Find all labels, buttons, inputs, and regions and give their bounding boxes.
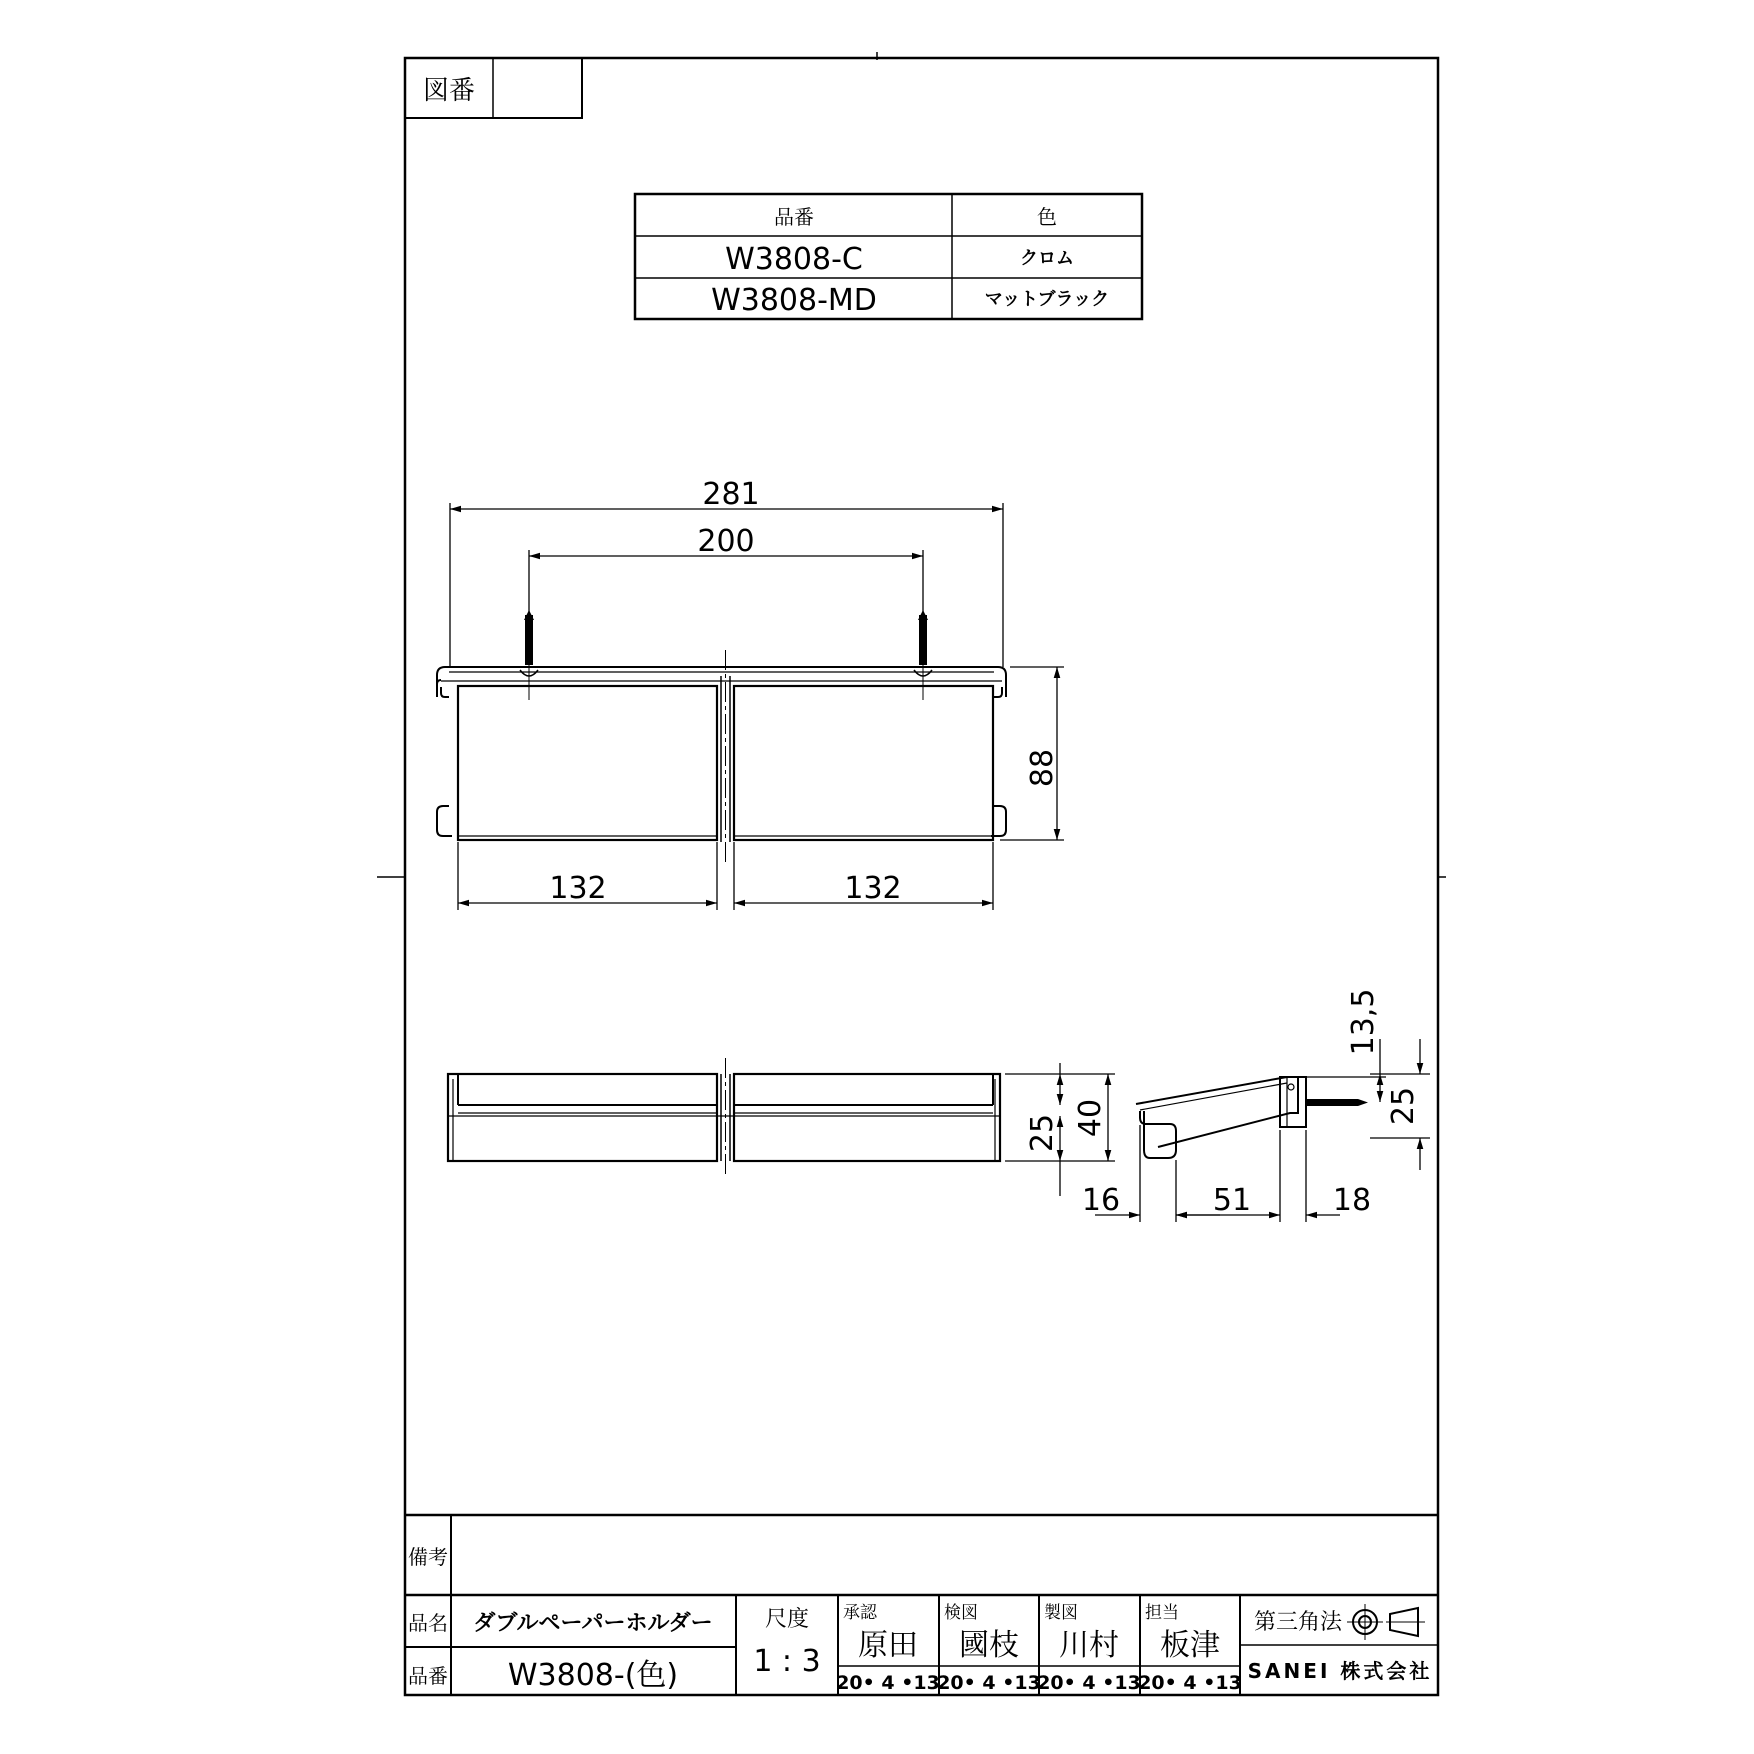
table-header-part: 品番	[774, 205, 814, 229]
side-screw	[1306, 1099, 1368, 1106]
product-number-value: W3808-(色)	[507, 1658, 679, 1693]
dim-13-5: 13,5	[1346, 988, 1381, 1056]
dim-40: 40	[1073, 1098, 1108, 1138]
table-cell-color-1: クロム	[1020, 248, 1074, 269]
approval-name-2: 國枝	[959, 1628, 1019, 1663]
product-name-label: 品名	[408, 1611, 448, 1635]
projection-label: 第三角法	[1254, 1610, 1343, 1635]
approval-role-4: 担当	[1145, 1603, 1179, 1623]
approval-name-3: 川村	[1059, 1628, 1119, 1663]
color-table	[635, 194, 1142, 319]
table-cell-part-2: W3808-MD	[711, 283, 877, 318]
side-view	[1136, 1077, 1368, 1158]
approval-date-3: 20• 4 •13	[1037, 1672, 1141, 1694]
dim-25-side: 25	[1386, 1086, 1421, 1126]
remarks-label: 備考	[408, 1545, 448, 1569]
product-number-label: 品番	[408, 1664, 448, 1688]
approval-role-3: 製図	[1044, 1603, 1078, 1623]
dim-132-right: 132	[844, 871, 902, 906]
product-name-value: ダブルペーパーホルダー	[473, 1611, 713, 1636]
dim-25-bottom: 25	[1025, 1113, 1060, 1153]
dim-132-left: 132	[549, 871, 607, 906]
table-cell-color-2: マットブラック	[984, 289, 1110, 310]
approval-role-2: 検図	[944, 1603, 978, 1623]
table-header-color: 色	[1037, 205, 1057, 229]
centering-marks	[377, 52, 1446, 877]
side-dimensions	[1095, 1039, 1430, 1222]
third-angle-projection-icon	[1347, 1604, 1425, 1640]
drawing-number-label: 図番	[422, 76, 476, 106]
dim-200: 200	[697, 524, 755, 559]
approval-name-4: 板津	[1160, 1628, 1220, 1663]
approval-charge	[1138, 1603, 1242, 1694]
dim-18: 18	[1332, 1183, 1372, 1218]
approval-date-4: 20• 4 •13	[1138, 1672, 1242, 1694]
front-dimensions	[450, 503, 1064, 910]
dim-281: 281	[702, 477, 760, 512]
approval-date-1: 20• 4 •13	[836, 1672, 940, 1694]
dim-16: 16	[1081, 1183, 1121, 1218]
bottom-view	[448, 1058, 1000, 1175]
drawing-number-box	[405, 58, 582, 118]
scale-label: 尺度	[764, 1607, 810, 1632]
approval-checked	[937, 1603, 1041, 1694]
dim-88: 88	[1025, 748, 1060, 788]
front-view	[437, 610, 1006, 865]
approval-date-2: 20• 4 •13	[937, 1672, 1041, 1694]
table-cell-part-1: W3808-C	[725, 242, 863, 277]
scale-value: 1 : 3	[753, 1644, 821, 1679]
company-name: SANEI 株式会社	[1247, 1659, 1433, 1683]
approval-approved	[836, 1603, 940, 1694]
approval-drawn	[1037, 1603, 1141, 1694]
approval-name-1: 原田	[858, 1628, 918, 1663]
approval-role-1: 承認	[843, 1603, 877, 1623]
dim-51: 51	[1212, 1183, 1252, 1218]
